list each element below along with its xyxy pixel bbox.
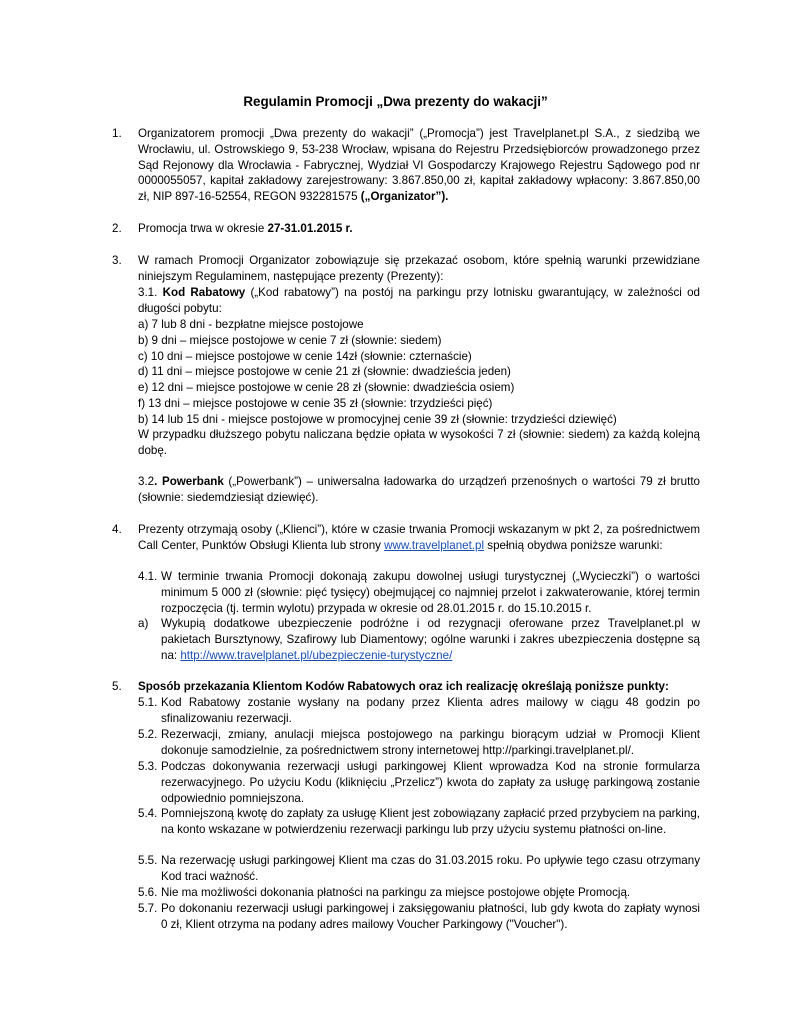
point-number: 5.7. [138,902,158,915]
list-item: f) 13 dni – miejsce postojowe w cenie 35 zł (słownie: trzydzieści pięć) [138,396,493,410]
section-1 [112,126,700,205]
page-title: Regulamin Promocji „Dwa prezenty do wakacji” [243,94,548,109]
section-number: 3. [112,254,122,267]
list-item: e) 12 dni – miejsce postojowe w cenie 28 zł (słownie: dwadzieścia osiem) [138,381,515,395]
point-5-6: 5.6. Nie ma możliwości dokonania płatności na parkingu za miejsce postojowe objęte Promocją. [138,886,631,899]
section-3-text: W ramach Promocji Organizator zobowiązuje się przekazać osobom, które spełnią warunki przewidziane niniejszym Regulaminem, następujące prezenty (Prezenty): [138,254,700,283]
point-5-3: 5.3. Podczas dokonywania rezerwacji usługi parkingowej Klient wprowadza Kod na stronie formularza rezerwacyjnego. Po użyciu Kodu (kliknięciu „Przelicz”) kwota do zapłaty za usługę parkingową zostanie odpowiednio pomniejszona. [138,760,700,805]
insurance-link[interactable]: http://www.travelplanet.pl/ubezpieczenie-turystyczne/ [180,648,453,662]
organizer-term: („Organizator”). [360,190,449,204]
parking-price-list [138,317,700,428]
list-item: d) 11 dni – miejsce postojowe w cenie 21 zł (słownie: dwadzieścia jeden) [138,365,511,379]
section-number: 1. [112,127,122,140]
section-4 [112,522,700,554]
section-5-heading: Sposób przekazania Klientom Kodów Rabatowych oraz ich realizację określają poniższe punkty: [138,680,669,693]
powerbank-term: . Powerbank [154,475,224,488]
section-2 [112,221,700,237]
list-item: c) 10 dni – miejsce postojowe w cenie 14zł (słownie: czternaście) [138,349,472,363]
point-5-7: 5.7. Po dokonaniu rezerwacji usługi parkingowej i zaksięgowaniu płatności, lub gdy kwota do zapłaty wynosi 0 zł, Klient otrzyma na podany adres mailowy Voucher Parkingowy ("Voucher"). [138,902,700,931]
travelplanet-link[interactable]: www.travelplanet.pl [384,538,485,552]
list-item: b) 14 lub 15 dni - miejsce postojowe w promocyjnej cenie 39 zł (słownie: trzydzieści dziewięć) [138,412,617,426]
point-number: 5.1. [138,696,158,709]
point-3-2: 3.2. Powerbank („Powerbank”) – uniwersalna ładowarka do urządzeń przenośnych o wartości 79 zł brutto (słownie: siedemdziesiąt dziewięć). [138,475,700,504]
point-5-5: 5.5. Na rezerwację usługi parkingowej Klient ma czas do 31.03.2015 roku. Po upływie tego czasu otrzymany Kod traci ważność. [138,854,700,883]
point-5-2: 5.2. Rezerwacji, zmiany, anulacji miejsca postojowego na parkingu biorącym udział w Promocji Klient dokonuje samodzielnie, za pośrednictwem strony internetowej http://parkingi.travelplanet.pl/. [138,728,700,757]
section-2-text: Promocja trwa w okresie 27-31.01.2015 r. [138,222,353,235]
point-number: 3.1. [138,286,163,299]
point-5-1: 5.1. Kod Rabatowy zostanie wysłany na podany przez Klienta adres mailowy w ciągu 48 godzin po sfinalizowaniu rezerwacji. [138,696,700,725]
point-number: 5.2. [138,728,158,741]
section-1-text: Organizatorem promocji „Dwa prezenty do wakacji” („Promocja”) jest Travelplanet.pl S.A., z siedzibą we Wrocławiu, ul. Ostrowskiego 9, 53-238 Wrocław, wpisana do Rejestru Przedsiębiorców prowadzonego przez Sąd Rejonowy dla Wrocławia - Fabrycznej, Wydział VI Gospodarczy Krajowego Rejestru Sądowego pod nr 0000055057, kapitał zakładowy zarejestrowany: 3.867.850,00 zł, kapitał zakładowy wpłacony: 3.867.850,00 zł, NIP 897-16-52554, REGON 932281575 („Organizator”). [138,127,700,204]
point-number: a) [138,617,149,630]
point-number: 5.4. [138,807,158,820]
section-number: 2. [112,222,122,235]
point-4-a: a) Wykupią dodatkowe ubezpieczenie podróżne i od rezygnacji oferowane przez Travelplanet.pl w pakietach Bursztynowy, Szafirowy lub Diamentowy; ogólne warunki i zakres ubezpieczenia dostępne są na: http://www.travelplanet.pl/ubezpieczenie-turystyczne/ [138,617,700,662]
section-4-text: Prezenty otrzymają osoby („Klienci”), które w czasie trwania Promocji wskazanym w pkt 2, za pośrednictwem Call Center, Punktów Obsługi Klienta lub strony www.travelplanet.pl spełnią obydwa poniższe warunki: [138,523,700,552]
promotion-dates: 27-31.01.2015 r. [267,222,353,235]
point-5-4: 5.4. Pomniejszoną kwotę do zapłaty za usługę Klient jest zobowiązany zapłacić przed przybyciem na parking, na konto wskazane w potwierdzeniu rezerwacji parkingu lub przy użyciu systemu płatności on-line. [138,807,700,836]
list-item: a) 7 lub 8 dni - bezpłatne miejsce postojowe [138,318,364,331]
section-5 [112,679,700,695]
point-number: 4.1. [138,570,158,583]
point-number: 5.6. [138,886,158,899]
point-4-1: 4.1. W terminie trwania Promocji dokonają zakupu dowolnej usługi turystycznej („Wycieczki”) o wartości minimum 5 000 zł (słownie: pięć tysięcy) obejmującej co najmniej przelot i zakwaterowanie, której termin rozpoczęcia (tj. termin wylotu) przypada w okresie od 28.01.2015 r. do 15.10.2015 r. [138,570,700,615]
point-3-1: 3.1. Kod Rabatowy („Kod rabatowy”) na postój na parkingu przy lotnisku gwarantujący, w zależności od długości pobytu: [138,286,700,315]
longer-stay-note: W przypadku dłuższego pobytu naliczana będzie opłata w wysokości 7 zł (słownie: siedem) za każdą kolejną dobę. [138,428,700,457]
section-number: 5. [112,680,122,693]
list-item: b) 9 dni – miejsce postojowe w cenie 7 zł (słownie: siedem) [138,333,442,347]
section-number: 4. [112,523,122,536]
section-3 [112,253,700,285]
point-number: 5.3. [138,760,158,773]
point-number: 3.2 [138,475,155,488]
discount-code-term: Kod Rabatowy [162,286,246,299]
point-number: 5.5. [138,854,158,867]
